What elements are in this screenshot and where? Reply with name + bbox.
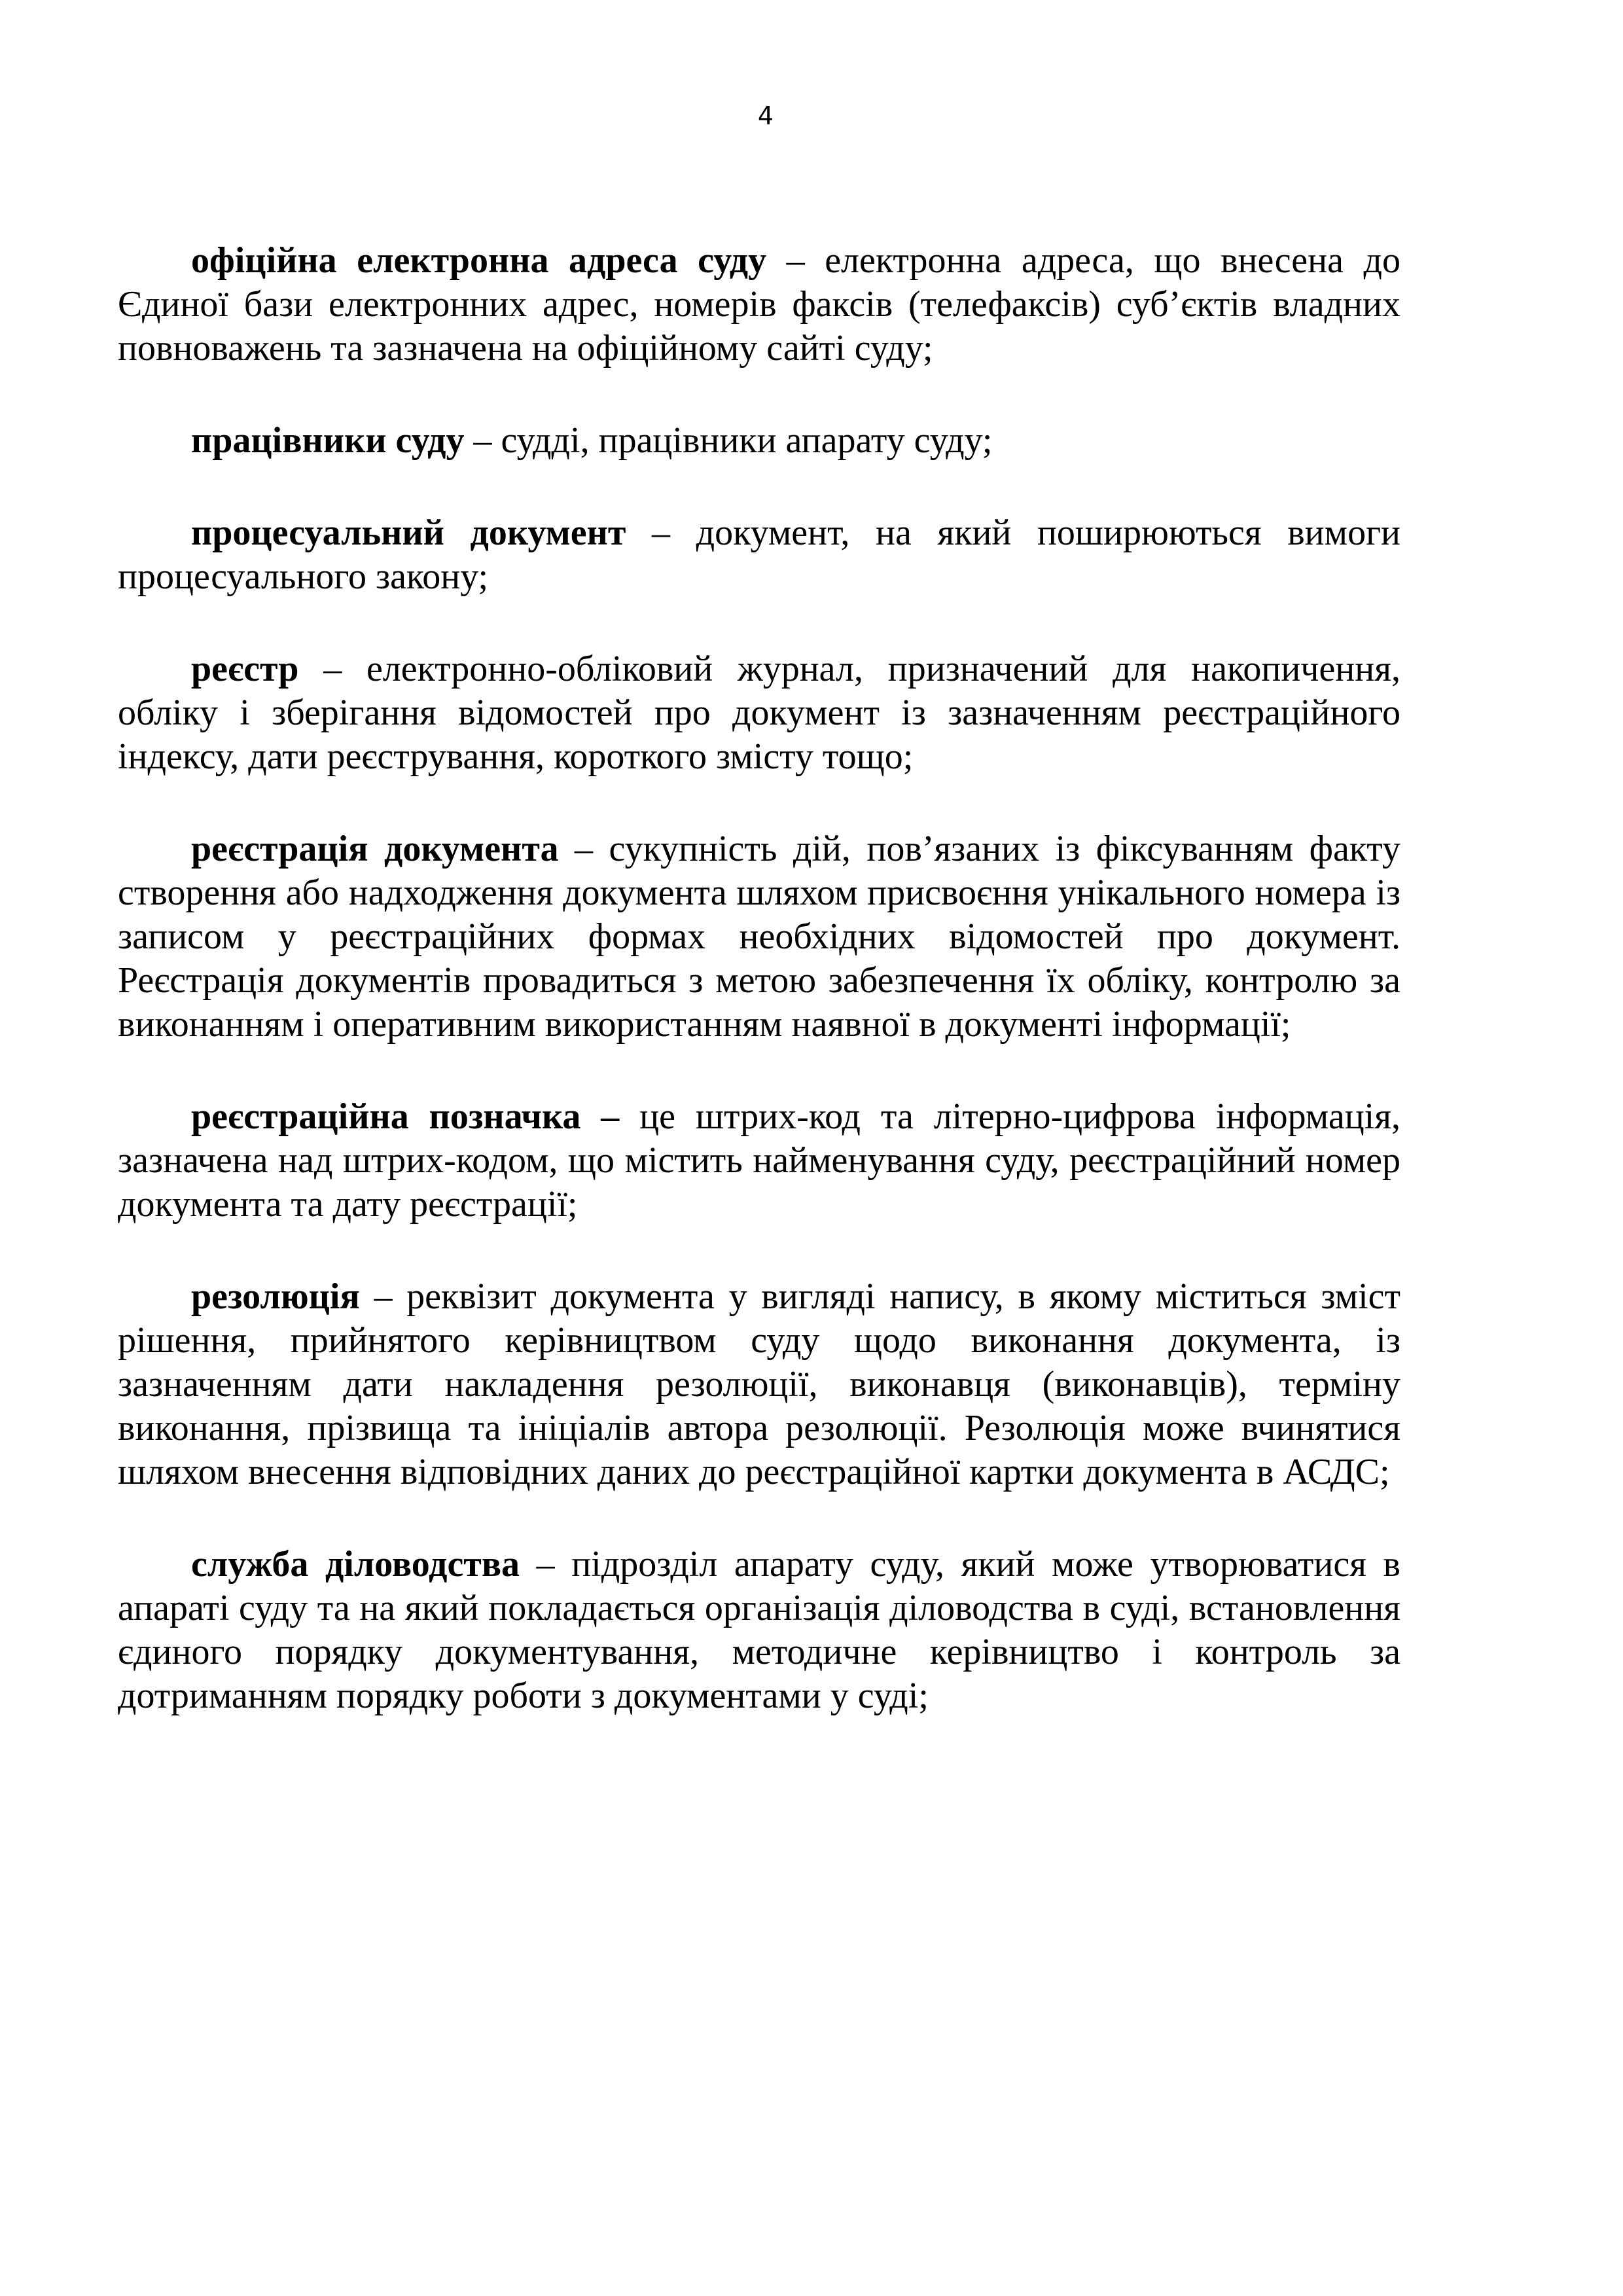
definition-term: процесуальний документ: [191, 512, 626, 553]
definition-entry: [118, 511, 1400, 599]
definition-term: служба діловодства: [191, 1544, 520, 1585]
definition-text: – електронно-обліковий журнал, призначений для накопичення, обліку і зберігання відомостей про документ із зазначенням реєстраційного індексу, дати реєстрування, короткого змісту тощо;: [118, 649, 1400, 777]
definition-text: – документ, на який поширюються вимоги процесуального закону;: [118, 512, 1401, 597]
definition-term: реєстрація документа: [191, 829, 559, 869]
definition-entry: [118, 419, 1400, 463]
definition-text: – судді, працівники апарату суду;: [464, 420, 993, 461]
definition-text: – реквізит документа у вигляді напису, в якому міститься зміст рішення, прийнятого керівництвом суду щодо виконання документа, із зазначенням дати накладення резолюції, виконавця (виконавців), терміну виконання, прізвища та ініціалів автора резолюції. Резолюція може вчинятися шляхом внесення відповідних даних до реєстраційної картки документа в АСДС;: [118, 1276, 1400, 1492]
definition-term: реєстраційна позначка –: [191, 1096, 620, 1137]
definition-entry: [118, 1095, 1400, 1227]
definition-term: резолюція: [191, 1276, 360, 1317]
definition-text: – підрозділ апарату суду, який може утворюватися в апараті суду та на який покладається організація діловодства в суді, встановлення єдиного порядку документування, методичне керівництво і контроль за дотриманням порядку роботи з документами у суді;: [118, 1544, 1400, 1716]
definition-text: – сукупність дій, пов’язаних із фіксуванням факту створення або надходження документа шляхом присвоєння унікального номера із записом у реєстраційних формах необхідних відомостей про документ. Реєстрація документів провадиться з метою забезпечення їх обліку, контролю за виконанням і оперативним використанням наявної в документі інформації;: [118, 829, 1400, 1045]
definition-text: – електронна адреса, що внесена до Єдиної бази електронних адрес, номерів факсів (телефаксів) суб’єктів владних повноважень та зазначена на офіційному сайті суду;: [118, 240, 1401, 368]
page-number: 4: [757, 101, 774, 130]
definition-entry: [118, 647, 1400, 779]
definition-term: офіційна електронна адреса суду: [191, 240, 767, 281]
definition-entry: [118, 827, 1400, 1047]
definition-entry: [118, 239, 1400, 370]
definition-entry: [118, 1275, 1400, 1494]
definition-text: це штрих-код та літерно-цифрова інформація, зазначена над штрих-кодом, що містить найменування суду, реєстраційний номер документа та дату реєстрації;: [118, 1096, 1400, 1225]
definition-entry: [118, 1543, 1400, 1718]
definitions-list: [118, 239, 1400, 1767]
definition-term: працівники суду: [191, 420, 465, 461]
definition-term: реєстр: [191, 649, 299, 689]
